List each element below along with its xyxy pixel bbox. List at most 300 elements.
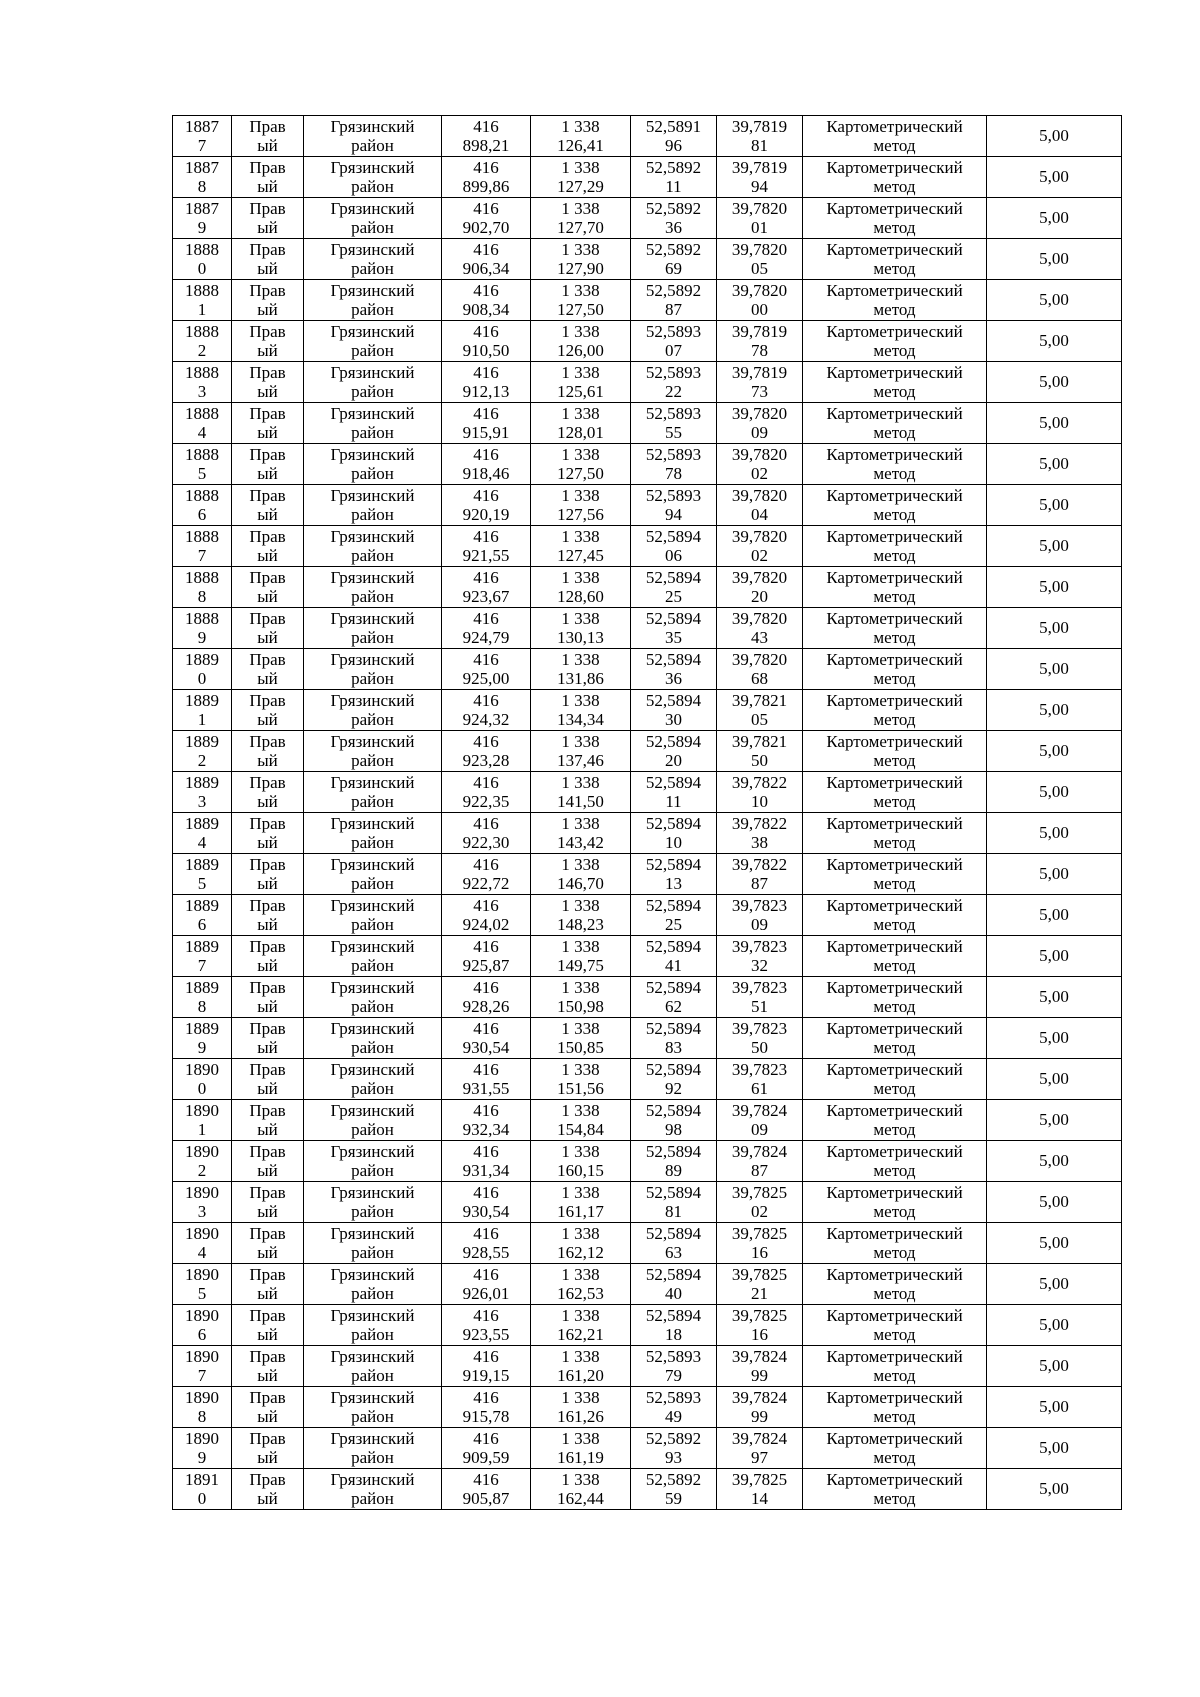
side-line-2: ый [257, 218, 278, 237]
coord-y-line-1: 1 338 [561, 690, 600, 710]
accuracy-value: 5,00 [1039, 536, 1069, 555]
side-line-2: ый [257, 300, 278, 319]
method-line-2: метод [873, 1243, 916, 1262]
side-line-2: ый [257, 751, 278, 770]
table-row [173, 1059, 1122, 1100]
table-row [173, 280, 1122, 321]
coord-x-cell [442, 772, 531, 813]
method-line-1: Картометрический [826, 731, 963, 751]
district-cell [304, 485, 442, 526]
latitude-cell [631, 526, 717, 567]
latitude-line-1: 52,5893 [645, 444, 702, 464]
district-cell [304, 731, 442, 772]
coord-x-cell [442, 1469, 531, 1510]
method-line-1: Картометрический [826, 1018, 963, 1038]
point-number-line-2: 9 [197, 218, 207, 237]
side-line-1: Прав [249, 321, 286, 341]
latitude-line-2: 63 [665, 1243, 682, 1262]
coord-x-cell [442, 444, 531, 485]
district-cell [304, 813, 442, 854]
district-line-1: Грязинский [330, 1182, 415, 1202]
latitude-cell [631, 567, 717, 608]
coord-x-cell [442, 854, 531, 895]
coord-x-line-1: 416 [473, 1264, 499, 1284]
district-cell [304, 157, 442, 198]
longitude-line-2: 94 [751, 177, 768, 196]
latitude-line-1: 52,5892 [645, 1428, 702, 1448]
district-line-1: Грязинский [330, 1264, 415, 1284]
table-row [173, 608, 1122, 649]
latitude-line-2: 59 [665, 1489, 682, 1508]
latitude-line-2: 96 [665, 136, 682, 155]
district-line-1: Грязинский [330, 813, 415, 833]
latitude-cell [631, 895, 717, 936]
point-number-cell [173, 116, 232, 157]
side-line-1: Прав [249, 403, 286, 423]
coord-x-line-1: 416 [473, 321, 499, 341]
longitude-cell [717, 526, 803, 567]
method-cell [803, 321, 987, 362]
table-row [173, 403, 1122, 444]
coord-x-cell [442, 1141, 531, 1182]
coord-y-line-2: 127,29 [557, 177, 604, 196]
longitude-line-2: 43 [751, 628, 768, 647]
method-line-1: Картометрический [826, 977, 963, 997]
accuracy-cell [987, 1100, 1122, 1141]
side-cell [232, 1018, 304, 1059]
method-cell [803, 362, 987, 403]
method-line-1: Картометрический [826, 1182, 963, 1202]
coord-x-line-1: 416 [473, 157, 499, 177]
side-line-2: ый [257, 136, 278, 155]
latitude-line-2: 92 [665, 1079, 682, 1098]
district-line-2: район [351, 833, 394, 852]
point-number-cell [173, 1018, 232, 1059]
coord-y-cell [531, 239, 631, 280]
coord-y-line-2: 161,19 [557, 1448, 604, 1467]
coord-x-line-1: 416 [473, 1059, 499, 1079]
accuracy-value: 5,00 [1039, 495, 1069, 514]
latitude-line-2: 83 [665, 1038, 682, 1057]
longitude-cell [717, 1182, 803, 1223]
accuracy-value: 5,00 [1039, 1192, 1069, 1211]
coord-y-line-2: 127,70 [557, 218, 604, 237]
method-line-2: метод [873, 464, 916, 483]
latitude-line-2: 55 [665, 423, 682, 442]
coord-y-cell [531, 444, 631, 485]
accuracy-cell [987, 813, 1122, 854]
longitude-cell [717, 321, 803, 362]
district-cell [304, 1264, 442, 1305]
coord-x-line-1: 416 [473, 567, 499, 587]
district-cell [304, 526, 442, 567]
coord-x-line-2: 923,67 [462, 587, 510, 606]
district-line-2: район [351, 1489, 394, 1508]
side-cell [232, 813, 304, 854]
side-line-2: ый [257, 710, 278, 729]
accuracy-cell [987, 198, 1122, 239]
method-line-2: метод [873, 997, 916, 1016]
latitude-cell [631, 854, 717, 895]
method-line-1: Картометрический [826, 526, 963, 546]
accuracy-cell [987, 1018, 1122, 1059]
district-line-2: район [351, 874, 394, 893]
side-cell [232, 321, 304, 362]
point-number-line-1: 1889 [185, 936, 219, 956]
point-number-line-2: 8 [197, 177, 207, 196]
coord-x-cell [442, 116, 531, 157]
method-cell [803, 1346, 987, 1387]
district-line-2: район [351, 1243, 394, 1262]
method-cell [803, 198, 987, 239]
method-cell [803, 690, 987, 731]
point-number-line-2: 0 [197, 1079, 207, 1098]
method-line-2: метод [873, 1202, 916, 1221]
method-line-2: метод [873, 1489, 916, 1508]
side-line-2: ый [257, 1079, 278, 1098]
latitude-cell [631, 1141, 717, 1182]
district-line-1: Грязинский [330, 608, 415, 628]
side-cell [232, 1387, 304, 1428]
table-row [173, 1264, 1122, 1305]
table-row [173, 977, 1122, 1018]
side-cell [232, 1305, 304, 1346]
method-line-2: метод [873, 505, 916, 524]
side-line-1: Прав [249, 1223, 286, 1243]
point-number-line-1: 1889 [185, 690, 219, 710]
district-line-2: район [351, 259, 394, 278]
coord-x-cell [442, 321, 531, 362]
point-number-line-2: 7 [197, 956, 207, 975]
district-line-2: район [351, 546, 394, 565]
table-row [173, 1428, 1122, 1469]
coord-y-cell [531, 649, 631, 690]
accuracy-value: 5,00 [1039, 249, 1069, 268]
latitude-line-2: 40 [665, 1284, 682, 1303]
district-cell [304, 444, 442, 485]
district-cell [304, 1141, 442, 1182]
method-line-1: Картометрический [826, 116, 963, 136]
latitude-cell [631, 321, 717, 362]
accuracy-value: 5,00 [1039, 331, 1069, 350]
point-number-line-1: 1890 [185, 1100, 219, 1120]
district-line-2: район [351, 423, 394, 442]
coord-x-cell [442, 1223, 531, 1264]
method-line-2: метод [873, 710, 916, 729]
longitude-line-2: 87 [751, 874, 768, 893]
table-row [173, 485, 1122, 526]
method-line-2: метод [873, 587, 916, 606]
point-number-line-2: 7 [197, 546, 207, 565]
coord-x-line-1: 416 [473, 280, 499, 300]
coord-x-cell [442, 157, 531, 198]
coord-y-line-2: 127,50 [557, 300, 604, 319]
longitude-cell [717, 362, 803, 403]
point-number-line-1: 1891 [185, 1469, 219, 1489]
accuracy-value: 5,00 [1039, 905, 1069, 924]
coord-y-line-2: 127,90 [557, 259, 604, 278]
point-number-line-1: 1890 [185, 1141, 219, 1161]
coord-x-cell [442, 280, 531, 321]
latitude-cell [631, 1428, 717, 1469]
accuracy-cell [987, 1059, 1122, 1100]
coord-y-cell [531, 977, 631, 1018]
method-line-1: Картометрический [826, 772, 963, 792]
coord-y-line-2: 128,01 [557, 423, 604, 442]
coord-x-line-1: 416 [473, 1018, 499, 1038]
district-line-1: Грязинский [330, 403, 415, 423]
coord-x-line-1: 416 [473, 198, 499, 218]
district-cell [304, 1428, 442, 1469]
coord-x-cell [442, 1264, 531, 1305]
point-number-line-1: 1889 [185, 649, 219, 669]
point-number-line-2: 4 [197, 1243, 207, 1262]
latitude-cell [631, 649, 717, 690]
accuracy-cell [987, 280, 1122, 321]
accuracy-value: 5,00 [1039, 659, 1069, 678]
accuracy-value: 5,00 [1039, 208, 1069, 227]
point-number-line-2: 4 [197, 833, 207, 852]
table-row [173, 362, 1122, 403]
point-number-line-1: 1887 [185, 157, 219, 177]
method-line-2: метод [873, 874, 916, 893]
method-line-2: метод [873, 1407, 916, 1426]
method-cell [803, 1141, 987, 1182]
side-cell [232, 936, 304, 977]
coord-x-cell [442, 403, 531, 444]
coord-y-cell [531, 567, 631, 608]
method-cell [803, 731, 987, 772]
method-cell [803, 813, 987, 854]
point-number-cell [173, 690, 232, 731]
longitude-cell [717, 1141, 803, 1182]
latitude-line-1: 52,5893 [645, 1387, 702, 1407]
latitude-cell [631, 1387, 717, 1428]
coord-x-line-1: 416 [473, 1387, 499, 1407]
point-number-line-2: 0 [197, 259, 207, 278]
coord-x-line-1: 416 [473, 1428, 499, 1448]
district-line-2: район [351, 1407, 394, 1426]
district-cell [304, 280, 442, 321]
district-line-2: район [351, 1079, 394, 1098]
longitude-line-1: 39,7824 [731, 1346, 788, 1366]
side-line-1: Прав [249, 936, 286, 956]
district-line-1: Грязинский [330, 526, 415, 546]
district-line-2: район [351, 505, 394, 524]
method-cell [803, 1387, 987, 1428]
side-line-1: Прав [249, 1264, 286, 1284]
method-line-1: Картометрический [826, 854, 963, 874]
coord-y-line-2: 150,85 [557, 1038, 604, 1057]
coord-y-line-1: 1 338 [561, 731, 600, 751]
coord-y-cell [531, 116, 631, 157]
accuracy-value: 5,00 [1039, 782, 1069, 801]
method-line-1: Картометрический [826, 362, 963, 382]
side-line-1: Прав [249, 895, 286, 915]
longitude-line-2: 81 [751, 136, 768, 155]
side-line-1: Прав [249, 977, 286, 997]
table-row [173, 1346, 1122, 1387]
district-line-2: район [351, 382, 394, 401]
point-number-cell [173, 1100, 232, 1141]
latitude-line-1: 52,5892 [645, 1469, 702, 1489]
point-number-cell [173, 813, 232, 854]
point-number-line-2: 1 [197, 300, 207, 319]
district-line-2: район [351, 218, 394, 237]
district-line-1: Грязинский [330, 485, 415, 505]
side-cell [232, 649, 304, 690]
side-line-2: ый [257, 259, 278, 278]
longitude-cell [717, 1100, 803, 1141]
district-line-2: район [351, 1366, 394, 1385]
latitude-line-1: 52,5894 [645, 772, 702, 792]
longitude-line-2: 99 [751, 1366, 768, 1385]
coord-x-line-2: 924,32 [462, 710, 510, 729]
coord-y-cell [531, 1182, 631, 1223]
point-number-cell [173, 1059, 232, 1100]
latitude-line-2: 98 [665, 1120, 682, 1139]
table-row [173, 772, 1122, 813]
latitude-line-1: 52,5894 [645, 1182, 702, 1202]
side-line-2: ый [257, 1325, 278, 1344]
point-number-line-1: 1888 [185, 239, 219, 259]
latitude-cell [631, 813, 717, 854]
district-cell [304, 362, 442, 403]
method-line-2: метод [873, 1038, 916, 1057]
district-cell [304, 1305, 442, 1346]
coord-y-line-1: 1 338 [561, 444, 600, 464]
coord-y-line-1: 1 338 [561, 1346, 600, 1366]
accuracy-cell [987, 157, 1122, 198]
side-line-1: Прав [249, 1059, 286, 1079]
longitude-line-1: 39,7824 [731, 1387, 788, 1407]
longitude-line-2: 87 [751, 1161, 768, 1180]
method-line-1: Картометрический [826, 608, 963, 628]
method-cell [803, 1264, 987, 1305]
coord-y-line-2: 161,17 [557, 1202, 604, 1221]
latitude-line-2: 30 [665, 710, 682, 729]
accuracy-cell [987, 444, 1122, 485]
coord-y-line-1: 1 338 [561, 1264, 600, 1284]
longitude-cell [717, 403, 803, 444]
coord-x-line-1: 416 [473, 1100, 499, 1120]
point-number-line-2: 9 [197, 628, 207, 647]
district-cell [304, 1346, 442, 1387]
side-cell [232, 239, 304, 280]
table-row [173, 813, 1122, 854]
latitude-line-2: 49 [665, 1407, 682, 1426]
side-line-2: ый [257, 956, 278, 975]
latitude-line-2: 07 [665, 341, 682, 360]
method-line-1: Картометрический [826, 1387, 963, 1407]
coord-x-line-1: 416 [473, 1141, 499, 1161]
coord-y-line-2: 125,61 [557, 382, 604, 401]
longitude-line-1: 39,7822 [731, 772, 788, 792]
latitude-line-2: 87 [665, 300, 682, 319]
method-cell [803, 1428, 987, 1469]
longitude-line-1: 39,7823 [731, 1018, 788, 1038]
longitude-cell [717, 649, 803, 690]
latitude-line-1: 52,5894 [645, 854, 702, 874]
method-line-2: метод [873, 218, 916, 237]
side-cell [232, 526, 304, 567]
latitude-line-2: 36 [665, 218, 682, 237]
district-line-2: район [351, 1038, 394, 1057]
side-line-1: Прав [249, 1182, 286, 1202]
method-cell [803, 649, 987, 690]
point-number-cell [173, 1182, 232, 1223]
side-cell [232, 157, 304, 198]
coord-x-cell [442, 936, 531, 977]
district-line-2: район [351, 464, 394, 483]
district-cell [304, 772, 442, 813]
latitude-line-1: 52,5893 [645, 1346, 702, 1366]
longitude-line-1: 39,7820 [731, 403, 788, 423]
point-number-line-1: 1890 [185, 1387, 219, 1407]
longitude-line-1: 39,7825 [731, 1305, 788, 1325]
district-line-2: район [351, 751, 394, 770]
coordinates-table [172, 115, 1122, 1510]
longitude-cell [717, 1223, 803, 1264]
coord-x-line-2: 918,46 [462, 464, 510, 483]
coord-x-line-2: 922,30 [462, 833, 510, 852]
district-line-1: Грязинский [330, 731, 415, 751]
method-line-1: Картометрический [826, 157, 963, 177]
longitude-cell [717, 1264, 803, 1305]
table-row [173, 690, 1122, 731]
longitude-cell [717, 567, 803, 608]
point-number-line-2: 6 [197, 1325, 207, 1344]
district-line-2: район [351, 1448, 394, 1467]
point-number-line-1: 1888 [185, 567, 219, 587]
coord-x-line-1: 416 [473, 772, 499, 792]
accuracy-cell [987, 1264, 1122, 1305]
district-line-1: Грязинский [330, 936, 415, 956]
district-line-1: Грязинский [330, 1223, 415, 1243]
method-line-1: Картометрический [826, 1100, 963, 1120]
side-line-2: ый [257, 423, 278, 442]
longitude-line-1: 39,7825 [731, 1223, 788, 1243]
latitude-line-1: 52,5894 [645, 936, 702, 956]
table-row [173, 649, 1122, 690]
district-cell [304, 977, 442, 1018]
district-cell [304, 239, 442, 280]
method-line-1: Картометрический [826, 1059, 963, 1079]
table-row [173, 567, 1122, 608]
side-cell [232, 977, 304, 1018]
latitude-cell [631, 280, 717, 321]
side-line-2: ый [257, 1161, 278, 1180]
method-line-1: Картометрический [826, 485, 963, 505]
accuracy-value: 5,00 [1039, 1397, 1069, 1416]
method-line-1: Картометрический [826, 1428, 963, 1448]
method-cell [803, 1305, 987, 1346]
latitude-line-2: 69 [665, 259, 682, 278]
point-number-line-2: 6 [197, 915, 207, 934]
coord-y-cell [531, 854, 631, 895]
coord-y-cell [531, 608, 631, 649]
longitude-cell [717, 1428, 803, 1469]
table-row [173, 1469, 1122, 1510]
latitude-cell [631, 608, 717, 649]
coord-x-line-2: 925,00 [462, 669, 510, 688]
district-line-1: Грязинский [330, 198, 415, 218]
coord-x-cell [442, 239, 531, 280]
point-number-line-1: 1888 [185, 280, 219, 300]
coord-y-line-2: 161,26 [557, 1407, 604, 1426]
side-line-2: ый [257, 915, 278, 934]
district-line-1: Грязинский [330, 649, 415, 669]
